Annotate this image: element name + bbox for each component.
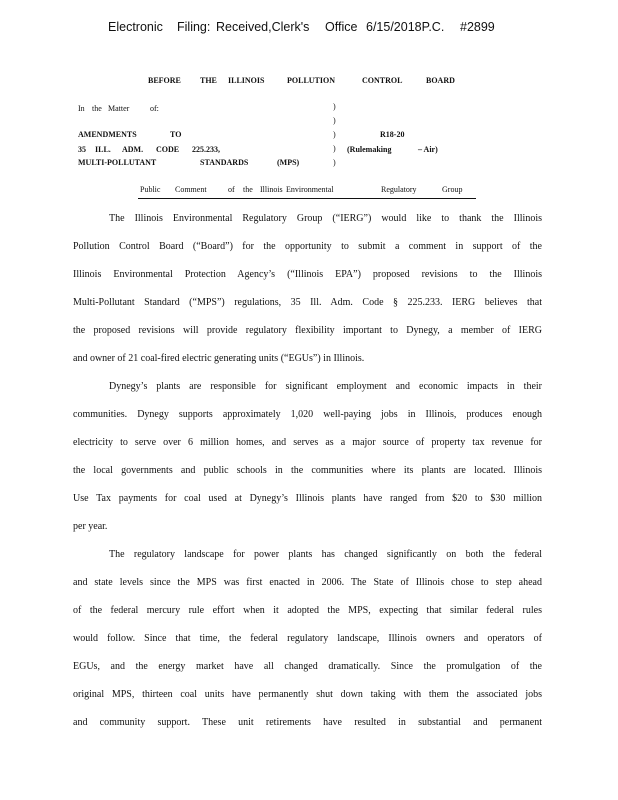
header-electronic: Electronic — [108, 20, 163, 34]
body-line: Illinois Environmental Protection Agency’s (“Illinois EPA”) proposed revisions to the Illinois — [73, 269, 542, 280]
subheading-word: Environmental — [286, 185, 334, 194]
header-received: Received,Clerk's — [216, 20, 310, 34]
body-line: and community support. These unit retirements have resulted in substantial and permanent — [73, 717, 542, 728]
board-word: CONTROL — [362, 76, 403, 85]
header-date: 6/15/2018P.C. — [366, 20, 445, 34]
caption-paren: ) — [333, 158, 336, 167]
caption-paren: ) — [333, 116, 336, 125]
caption-left-word: CODE — [156, 145, 180, 154]
comment-body — [73, 205, 542, 737]
document-subheading — [138, 185, 476, 199]
body-line: Use Tax payments for coal used at Dynegy’s Illinois plants have ranged from $20 to $30 million — [73, 493, 542, 504]
caption-left-word: TO — [170, 130, 182, 139]
subheading-word: Illinois — [260, 185, 283, 194]
case-caption — [78, 74, 538, 174]
caption-left-word: MULTI-POLLUTANT — [78, 158, 157, 167]
board-word: BEFORE — [148, 76, 181, 85]
body-line: would follow. Since that time, the federal regulatory landscape, Illinois owners and operators of — [73, 633, 542, 644]
board-word: ILLINOIS — [228, 76, 265, 85]
body-line: and owner of 21 coal-fired electric generating units (“EGUs”) in Illinois. — [73, 353, 365, 364]
rulemaking-label: (Rulemaking — [347, 145, 392, 154]
docket-number: R18-20 — [380, 130, 405, 139]
body-line: of the federal mercury rule effort when it adopted the MPS, expecting that similar federal rules — [73, 605, 542, 616]
caption-paren: ) — [333, 144, 336, 153]
caption-left-word: ADM. — [122, 145, 144, 154]
body-line: the local governments and public schools in the communities where its plants are located. Illinois — [73, 465, 542, 476]
board-word: POLLUTION — [287, 76, 336, 85]
caption-left-word: AMENDMENTS — [78, 130, 137, 139]
body-line: the proposed revisions will provide regulatory flexibility important to Dynegy, a member of IERG — [73, 325, 542, 336]
caption-left-word: STANDARDS — [200, 158, 249, 167]
body-line: EGUs, and the energy market have all changed dramatically. Since the promulgation of the — [73, 661, 542, 672]
matter-word: of: — [150, 104, 159, 113]
caption-paren: ) — [333, 102, 336, 111]
subheading-word: Regulatory — [381, 185, 417, 194]
body-line: electricity to serve over 6 million homes, and serves as a major source of property tax revenue for — [73, 437, 542, 448]
body-line: Dynegy’s plants are responsible for significant employment and economic impacts in their — [109, 381, 542, 392]
body-line: Pollution Control Board (“Board”) for the opportunity to submit a comment in support of the — [73, 241, 542, 252]
matter-word: Matter — [108, 104, 130, 113]
header-filing: Filing: — [177, 20, 211, 34]
caption-paren: ) — [333, 130, 336, 139]
caption-left-word: 225.233, — [192, 145, 220, 154]
rulemaking-type: – Air) — [418, 145, 438, 154]
filing-stamp-header — [108, 20, 528, 38]
caption-left-word: (MPS) — [277, 158, 300, 167]
body-line: original MPS, thirteen coal units have permanently shut down taking with them the associated jobs — [73, 689, 542, 700]
caption-left-word: ILL. — [95, 145, 111, 154]
header-office: Office — [325, 20, 358, 34]
body-line: The Illinois Environmental Regulatory Group (“IERG”) would like to thank the Illinois — [109, 213, 542, 224]
subheading-word: of — [228, 185, 235, 194]
subheading-word: Group — [442, 185, 463, 194]
matter-word: the — [92, 104, 102, 113]
body-line: communities. Dynegy supports approximately 1,020 well-paying jobs in Illinois, produces enough — [73, 409, 542, 420]
board-word: BOARD — [426, 76, 455, 85]
subheading-word: Public — [140, 185, 161, 194]
subheading-word: Comment — [175, 185, 207, 194]
body-line: The regulatory landscape for power plants has changed significantly on both the federal — [109, 549, 542, 560]
subheading-word: the — [243, 185, 253, 194]
body-line: and state levels since the MPS was first enacted in 2006. The State of Illinois chose to step ahead — [73, 577, 542, 588]
body-line: Multi-Pollutant Standard (“MPS”) regulations, 35 Ill. Adm. Code § 225.233. IERG believes that — [73, 297, 542, 308]
board-word: THE — [200, 76, 217, 85]
matter-word: In — [78, 104, 85, 113]
body-line: per year. — [73, 521, 108, 532]
header-number: #2899 — [460, 20, 495, 34]
caption-left-word: 35 — [78, 145, 86, 154]
